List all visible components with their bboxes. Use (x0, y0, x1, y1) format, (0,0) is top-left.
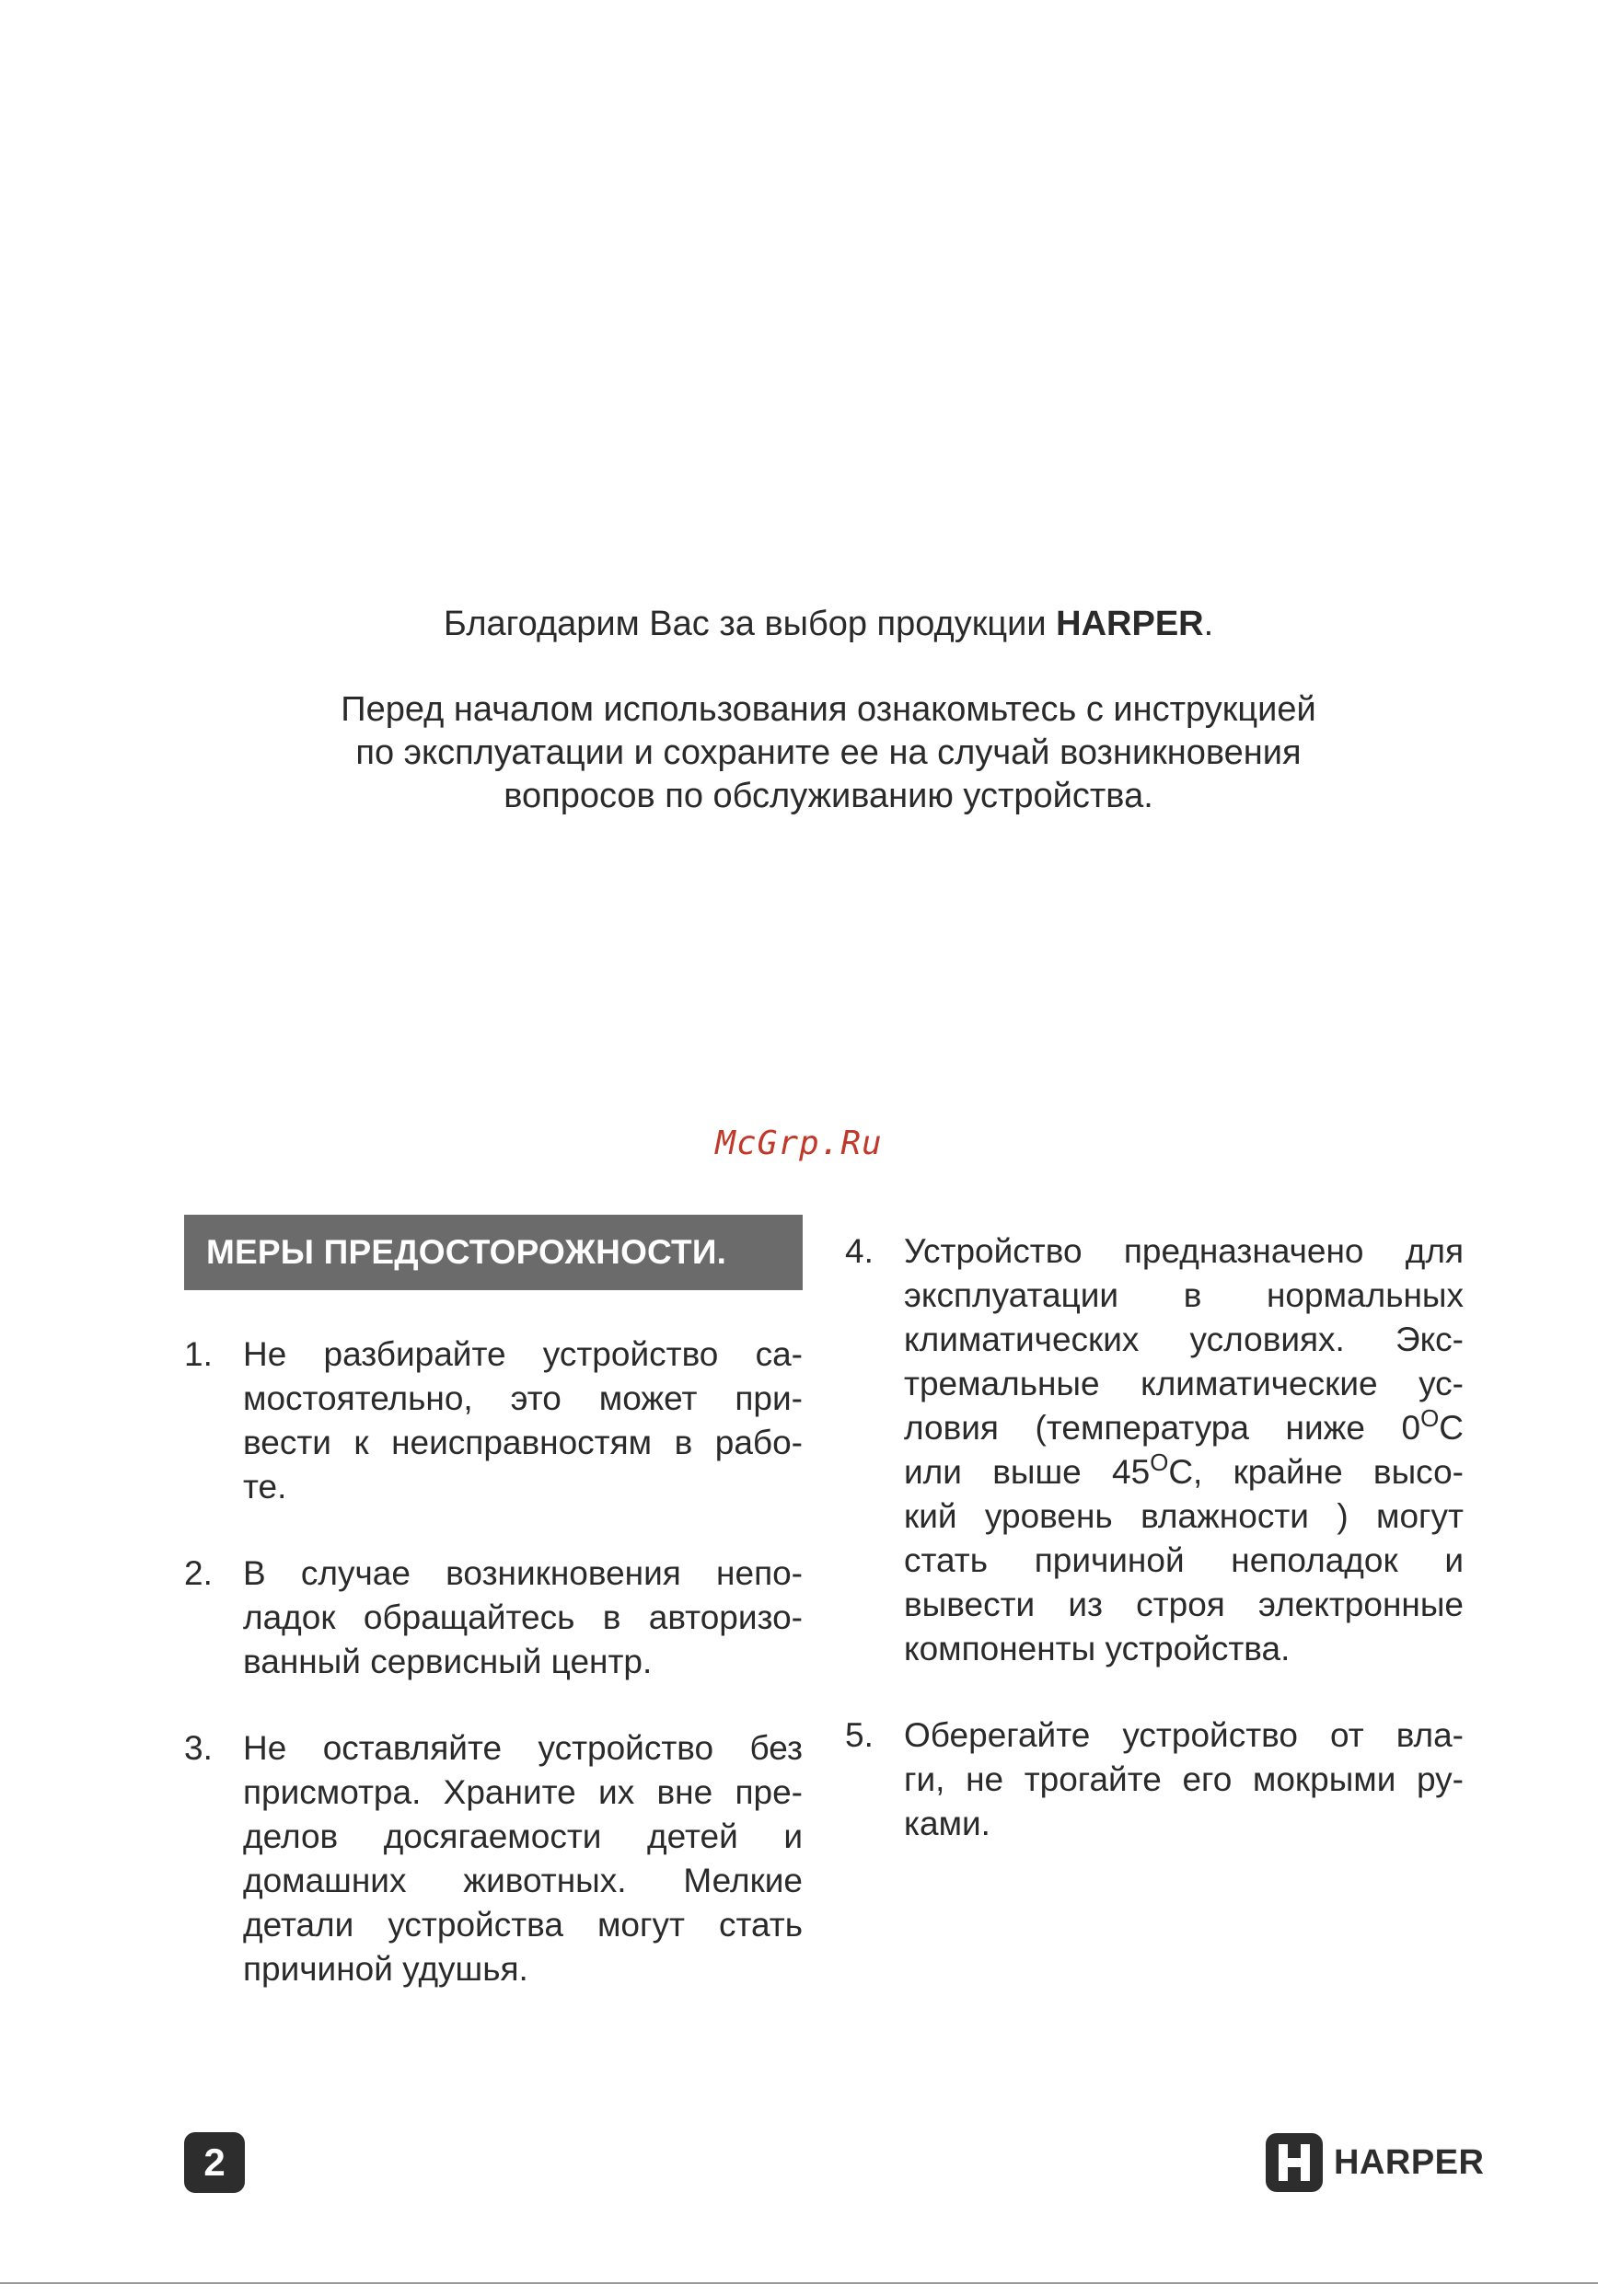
item-text: Не оставляйте устройство без присмотра. Храните их вне пре- делов досягаемости детей и домашних животных. Мелкие детали устройства могут стать причиной удушья. (243, 1729, 803, 1988)
instruction-line: по эксплуатации и сохраните ее на случай возникновения (355, 733, 1302, 772)
instruction-paragraph (184, 688, 1473, 818)
harper-logo-icon (1266, 2133, 1323, 2192)
logo-wordmark: HARPER (1334, 2142, 1485, 2182)
list-item (845, 1229, 1464, 1671)
list-item (184, 1726, 803, 1991)
item-number: 3. (184, 1729, 213, 1767)
letter-h-icon (1276, 2142, 1313, 2183)
thanks-line: Благодарим Вас за выбор продукции HARPER. (443, 605, 1214, 643)
intro-text (184, 603, 1473, 818)
item-number: 2. (184, 1554, 213, 1592)
harper-logo (1266, 2132, 1484, 2193)
watermark-link[interactable]: McGrp.Ru (715, 1125, 883, 1162)
item-text: Не разбирайте устройство са- мостоятельно, это может при- вести к неисправностям в рабо- те. (243, 1335, 803, 1506)
brand-name: HARPER (1056, 605, 1204, 643)
item-text: Оберегайте устройство от вла- ги, не трогайте его мокрыми ру- ками. (904, 1716, 1464, 1842)
list-item (184, 1552, 803, 1684)
precautions-right-column (845, 1229, 1464, 1888)
bottom-divider (0, 2282, 1598, 2284)
list-item (845, 1713, 1464, 1846)
list-item (184, 1333, 803, 1509)
item-text: Устройство предназначено для эксплуатации в нормальных климатических условиях. Экс- тремальные климатические ус- ловия (температура ниже $0^OС$ или выше $45^OС$, крайне высо- кий уровень влажности ) могут стать причиной неполадок и вывести из строя электронные компоненты устройства. (904, 1232, 1464, 1667)
item-number: 4. (845, 1232, 874, 1270)
precautions-left-column (184, 1215, 803, 2034)
instruction-line: Перед началом использования ознакомьтесь с инструкцией (341, 690, 1316, 729)
item-number: 5. (845, 1716, 874, 1754)
precautions-list (184, 1333, 803, 1991)
instruction-line: вопросов по обслуживанию устройства. (504, 777, 1153, 815)
section-header: МЕРЫ ПРЕДОСТОРОЖНОСТИ. (184, 1215, 803, 1290)
page-number: 2 (184, 2132, 245, 2193)
precautions-list (845, 1229, 1464, 1846)
item-text: В случае возникновения непо- ладок обращайтесь в авторизо- ванный сервисный центр. (243, 1554, 803, 1680)
item-number: 1. (184, 1335, 213, 1373)
